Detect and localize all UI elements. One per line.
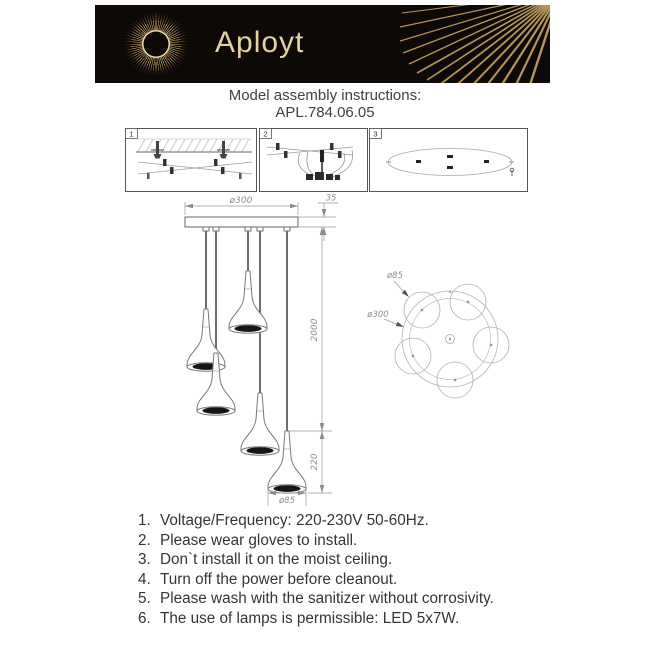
terminal-block-drawing (306, 150, 340, 180)
instruction-item: 4. Turn off the power before cleanout. (155, 570, 548, 590)
anchor-screw-icon (151, 141, 164, 159)
dimension-shade-height (308, 431, 332, 493)
step-number-badge: 1 (129, 129, 134, 139)
dimension-canopy-diameter (185, 196, 298, 215)
svg-text:2000: 2000 (310, 318, 320, 342)
plan-dimension-shade (386, 271, 411, 299)
lamp-shade (241, 393, 279, 455)
cord-connectors (203, 227, 290, 231)
svg-text:220: 220 (310, 453, 320, 471)
svg-text:35: 35 (325, 193, 337, 204)
model-number: APL.784.06.05 (275, 104, 375, 121)
svg-text:ø85: ø85 (278, 496, 296, 506)
brand-wordmark: Aployt (215, 26, 305, 59)
bracket-drawing (267, 143, 353, 158)
step-number-badge: 2 (263, 129, 268, 139)
svg-text:ø85: ø85 (386, 271, 404, 281)
instructions-list (128, 511, 548, 628)
instruction-item: 1. Voltage/Frequency: 220-230V 50-60Hz. (155, 511, 548, 531)
instructions-section (128, 511, 548, 628)
wires-drawing (298, 150, 352, 178)
canopy-underside-drawing (386, 149, 514, 177)
plan-view-drawing (366, 271, 509, 398)
step-number-badge: 3 (373, 129, 378, 139)
plan-dimension-canopy (366, 310, 405, 329)
step-panel-3 (370, 129, 528, 192)
instruction-item: 3. Don`t install it on the moist ceiling. (155, 550, 548, 570)
svg-text:ø300: ø300 (367, 310, 389, 320)
lamp-shade (229, 271, 267, 333)
step-panel-2 (260, 129, 368, 192)
instruction-item: 6. The use of lamps is permissible: LED 5x7W. (155, 609, 548, 629)
plan-shade-circles (395, 284, 509, 398)
anchor-screw-icon (217, 141, 230, 159)
canopy-plate (185, 217, 298, 227)
page-title: Model assembly instructions: (228, 87, 422, 104)
instruction-item: 2. Please wear gloves to install. (155, 531, 548, 551)
step-panel-1 (126, 129, 257, 192)
dimension-cord-drop (289, 227, 332, 431)
mount-bracket-drawing (138, 159, 252, 179)
pendant-elevation-drawing (185, 194, 338, 507)
lamp-shade (187, 309, 225, 371)
svg-text:ø300: ø300 (229, 196, 253, 206)
instruction-item: 5. Please wash with the sanitizer without corrosivity. (155, 589, 548, 609)
